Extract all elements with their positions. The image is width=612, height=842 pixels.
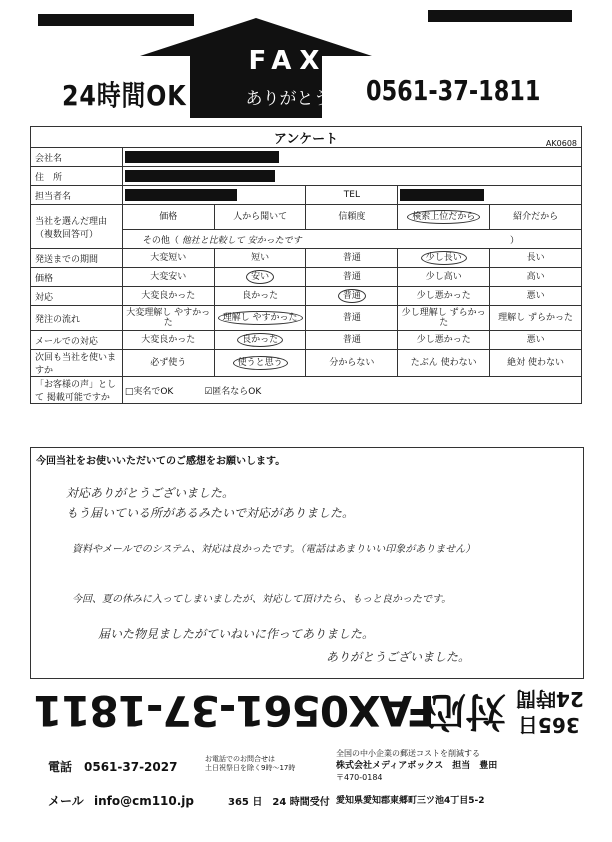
person-row <box>31 186 582 205</box>
banner-365-days: 365日 <box>518 713 580 737</box>
row-question: メールでの対応 <box>31 331 123 350</box>
reason-question-note: （複数回答可） <box>35 229 99 240</box>
fax-heading: FAX <box>248 46 328 76</box>
reason-option-selected[interactable] <box>398 205 490 230</box>
answer-option[interactable]: 理解し ずらかった <box>490 306 582 331</box>
reason-other-answer: 他社と比較して 安かったです <box>181 235 302 246</box>
answer-option[interactable]: 大変安い <box>122 268 214 287</box>
comment-line: 届いた物見ましたがていねいに作ってありました。 <box>98 627 375 641</box>
voice-options <box>122 377 581 404</box>
answer-option[interactable]: 少し高い <box>398 268 490 287</box>
banner-taiou: 対応 <box>426 688 506 734</box>
answer-option[interactable]: たぶん 使わない <box>398 350 490 377</box>
answer-option[interactable]: 普通 <box>306 249 398 268</box>
selected-circle: 理解し やすかった <box>218 311 303 325</box>
phone-note-line-2: 土日祝祭日を除く9時〜17時 <box>205 764 296 772</box>
redacted-tel <box>400 189 484 201</box>
comment-line: 今回、夏の休みに入ってしまいましたが、対応して頂けたら、もっと良かったです。 <box>72 594 452 605</box>
footer-phone: 電話 0561-37-2027 <box>48 760 178 774</box>
selected-circle: 普通 <box>338 289 366 303</box>
comment-heading: 今回当社をお使いいただいてのご感想をお願いします。 <box>36 456 286 467</box>
selected-circle: 安い <box>246 270 274 284</box>
answer-option[interactable]: 普通 <box>306 306 398 331</box>
survey-row <box>31 350 582 377</box>
answer-option[interactable]: 大変短い <box>122 249 214 268</box>
tel-label: TEL <box>306 186 398 205</box>
form-code: AK0608 <box>545 139 577 148</box>
footer-mail <box>48 792 194 809</box>
mail-address[interactable]: info@cm110.jp <box>93 794 195 808</box>
reason-other[interactable] <box>122 230 581 249</box>
redacted-bar-right <box>428 10 572 22</box>
answer-option[interactable]: 悪い <box>490 287 582 306</box>
row-question: 発注の流れ <box>31 306 123 331</box>
company-tagline: 全国の中小企業の郵送コストを削減する <box>336 749 480 758</box>
company-name: 株式会社メディアボックス 担当 豊田 <box>336 761 498 771</box>
address-label: 住 所 <box>31 167 123 186</box>
voice-row <box>31 377 582 404</box>
survey-row <box>31 249 582 268</box>
comment-line: ありがとうございました。 <box>326 650 471 664</box>
banner-24-hours: 24時間 <box>516 687 584 711</box>
answer-option[interactable]: 長い <box>490 249 582 268</box>
reason-question-text: 当社を選んだ理由 <box>35 216 108 227</box>
answer-option[interactable]: 大変良かった <box>122 287 214 306</box>
selected-circle: 使うと思う <box>233 356 288 370</box>
selected-circle: 少し長い <box>421 251 467 265</box>
answer-option[interactable]: 絶対 使わない <box>490 350 582 377</box>
redacted-address <box>125 170 275 182</box>
header-fax-number: 0561-37-1811 <box>366 74 541 107</box>
answer-option[interactable]: 悪い <box>490 331 582 350</box>
answer-option[interactable]: 必ず使う <box>122 350 214 377</box>
reason-option[interactable]: 人から聞いて <box>214 205 306 230</box>
footer-always-open: 365 日 24 時間受付 <box>228 797 330 808</box>
answer-option-selected[interactable] <box>398 249 490 268</box>
tel-value <box>398 186 582 205</box>
redacted-person <box>125 189 237 201</box>
voice-option-real-name[interactable]: □実名でOK <box>124 386 174 397</box>
answer-option-selected[interactable] <box>306 287 398 306</box>
footer-phone-note <box>205 755 295 773</box>
survey-row <box>31 287 582 306</box>
survey-title: アンケート <box>273 131 339 147</box>
reason-option[interactable]: 紹介だから <box>490 205 582 230</box>
answer-option-selected[interactable] <box>214 306 306 331</box>
answer-option[interactable]: 分からない <box>306 350 398 377</box>
answer-option[interactable]: 少し悪かった <box>398 331 490 350</box>
selected-circle: 良かった <box>237 333 283 347</box>
voice-option-anonymous[interactable] <box>204 387 261 397</box>
person-value <box>122 186 306 205</box>
answer-option[interactable]: 普通 <box>306 331 398 350</box>
survey-title-row <box>31 127 582 148</box>
survey-row <box>31 331 582 350</box>
answer-option[interactable]: 良かった <box>214 287 306 306</box>
row-question: 発送までの期間 <box>31 249 123 268</box>
answer-option-selected[interactable] <box>214 350 306 377</box>
row-question: 価格 <box>31 268 123 287</box>
answer-option-selected[interactable] <box>214 268 306 287</box>
reason-option[interactable]: 信頼度 <box>306 205 398 230</box>
comment-box[interactable] <box>30 447 584 679</box>
selected-circle: 検索上位だから <box>407 210 480 224</box>
answer-option[interactable]: 高い <box>490 268 582 287</box>
mirrored-banner <box>34 680 584 740</box>
answer-option[interactable]: 短い <box>214 249 306 268</box>
survey-row <box>31 306 582 331</box>
reason-row-options <box>31 205 582 230</box>
answer-option[interactable]: 普通 <box>306 268 398 287</box>
row-question: 次回も当社を使いますか <box>31 350 123 377</box>
address-row <box>31 167 582 186</box>
comment-line: 対応ありがとうございました。 <box>66 486 235 500</box>
company-value <box>122 148 581 167</box>
reason-other-close: ） <box>509 235 519 246</box>
survey-table <box>30 126 582 404</box>
reason-other-label: その他（ <box>142 235 179 246</box>
footer-company <box>336 748 497 784</box>
answer-option[interactable]: 大変理解し やすかった <box>122 306 214 331</box>
voice-option-anonymous-label: 匿名ならOK <box>212 386 262 397</box>
answer-option[interactable]: 少し悪かった <box>398 287 490 306</box>
reason-option[interactable]: 価格 <box>122 205 214 230</box>
reason-question <box>31 205 123 249</box>
company-postal: 〒470-0184 <box>336 773 383 782</box>
company-address: 愛知県愛知郡東郷町三ツ池4丁目5-2 <box>336 796 485 806</box>
person-label: 担当者名 <box>31 186 123 205</box>
redacted-company <box>125 151 279 163</box>
address-value <box>122 167 581 186</box>
answer-option[interactable]: 少し理解し ずらかった <box>398 306 490 331</box>
company-row <box>31 148 582 167</box>
checkbox-checked-icon: ☑ <box>204 386 213 397</box>
phone-note-line-1: お電話でのお問合せは <box>205 755 275 763</box>
answer-option[interactable]: 大変良かった <box>122 331 214 350</box>
company-label: 会社名 <box>31 148 123 167</box>
comment-line: もう届いている所があるみたいで対応がありました。 <box>66 506 355 520</box>
survey-row <box>31 268 582 287</box>
comment-line: 資料やメールでのシステム、対応は良かったです。（電話はあまりいい印象がありません） <box>72 544 476 555</box>
mail-label: メール <box>48 794 84 808</box>
voice-question: 「お客様の声」として 掲載可能ですか <box>31 377 123 404</box>
answer-option-selected[interactable] <box>214 331 306 350</box>
banner-fax-number: FAX0561-37-1811 <box>34 686 435 735</box>
open-24-hours: 24時間OK <box>62 79 187 112</box>
fax-thanks: ありがとう <box>245 89 331 109</box>
row-question: 対応 <box>31 287 123 306</box>
